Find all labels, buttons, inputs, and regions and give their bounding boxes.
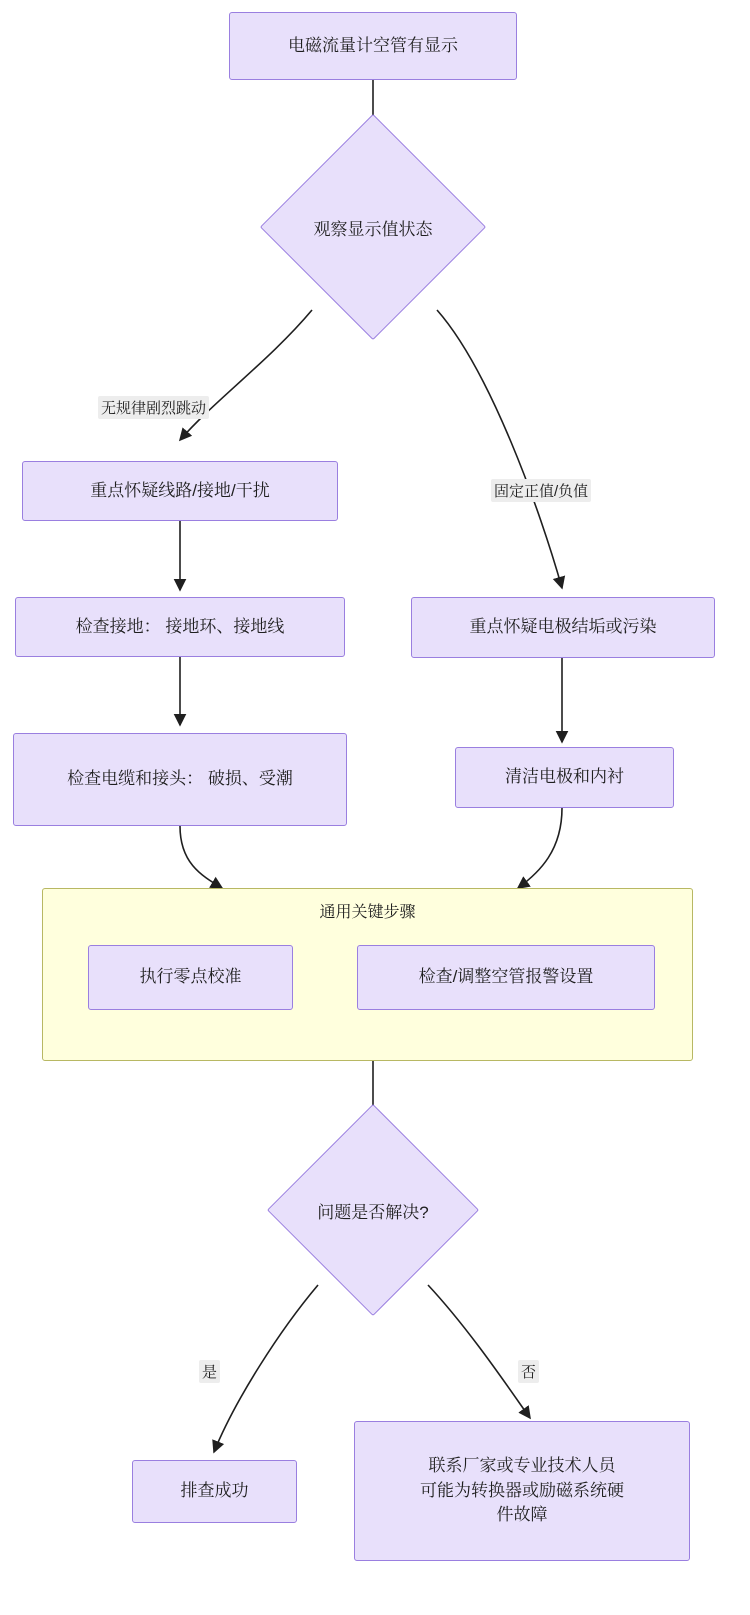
edge-label-yes: 是 [199, 1360, 220, 1383]
node-clean-electrode[interactable] [455, 747, 674, 808]
node-contact-manufacturer[interactable] [354, 1421, 690, 1561]
node-check-cable-label: 检查电缆和接头： 破损、受潮 [67, 769, 293, 789]
node-alarm-setting-label: 检查/调整空管报警设置 [418, 967, 594, 987]
node-suspect-line[interactable] [22, 461, 338, 521]
node-start-label: 电磁流量计空管有显示 [288, 35, 458, 55]
edge-label-no: 否 [518, 1360, 539, 1383]
node-suspect-electrode-label: 重点怀疑电极结垢或污染 [469, 617, 657, 637]
group-common-steps-title: 通用关键步骤 [319, 904, 416, 921]
node-check-ground-label: 检查接地： 接地环、接地线 [75, 616, 285, 636]
node-zero-calibration-label: 执行零点校准 [139, 967, 242, 987]
node-contact-line3: 件故障 [496, 1505, 548, 1525]
node-observe-label: 观察显示值状态 [313, 219, 433, 239]
node-start[interactable] [229, 12, 517, 80]
node-suspect-line-label: 重点怀疑线路/接地/干扰 [90, 480, 270, 500]
node-contact-line2: 可能为转换器或励磁系统硬 [420, 1480, 624, 1500]
node-solved-label: 问题是否解决? [317, 1202, 429, 1222]
node-check-cable[interactable] [13, 733, 347, 826]
edge-label-fixed: 固定正值/负值 [491, 479, 591, 502]
node-observe[interactable] [267, 147, 479, 307]
node-suspect-electrode[interactable] [411, 597, 715, 658]
node-clean-electrode-label: 清洁电极和内衬 [505, 767, 624, 787]
edge-label-irregular: 无规律剧烈跳动 [98, 396, 209, 419]
node-solved[interactable] [267, 1135, 479, 1285]
node-success[interactable] [132, 1460, 297, 1523]
node-check-ground[interactable] [15, 597, 345, 657]
node-contact-line1: 联系厂家或专业技术人员 [428, 1456, 616, 1476]
node-success-label: 排查成功 [180, 1481, 249, 1501]
node-alarm-setting[interactable] [357, 945, 655, 1010]
node-zero-calibration[interactable] [88, 945, 293, 1010]
